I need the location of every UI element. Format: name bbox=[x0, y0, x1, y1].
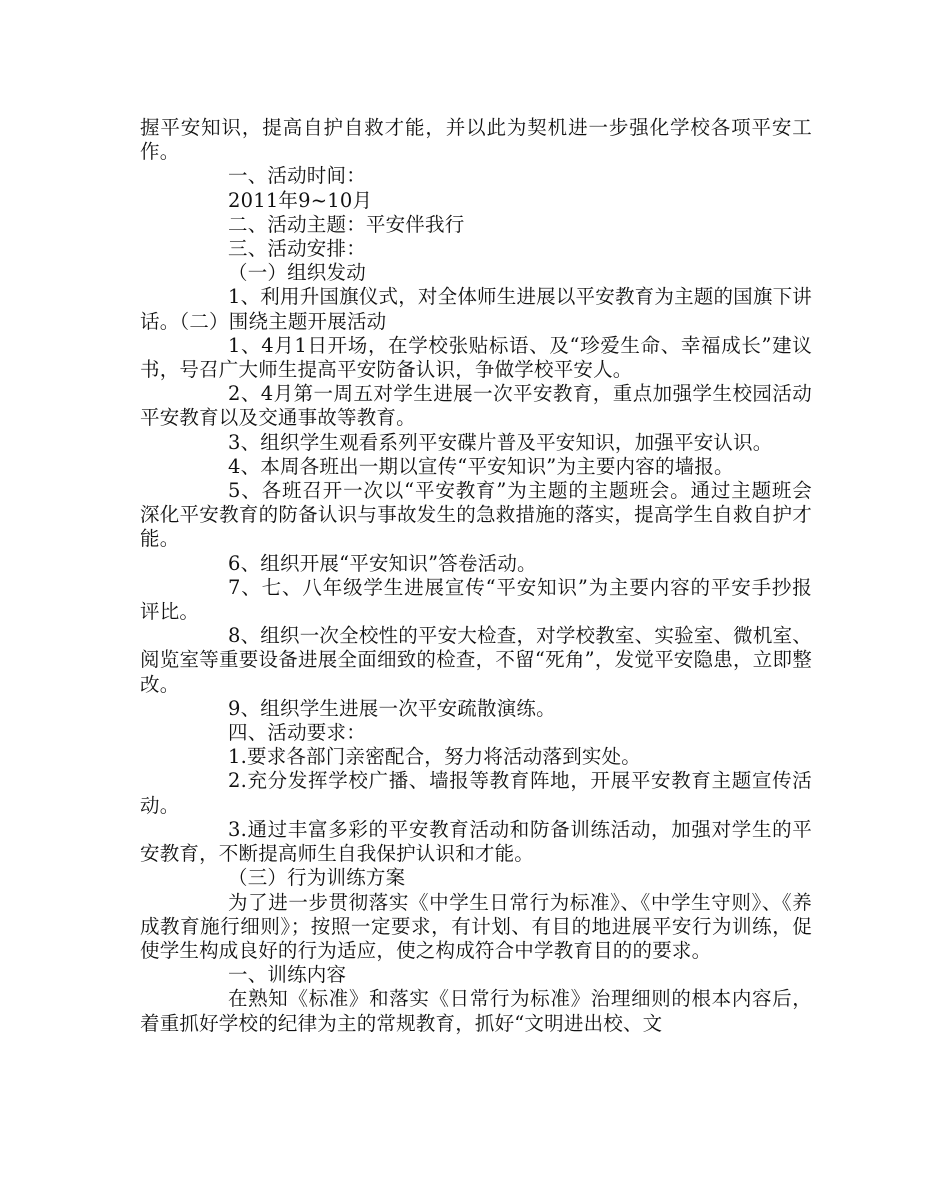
paragraph: 一、训练内容 bbox=[228, 963, 347, 987]
paragraph: 四、活动要求： bbox=[228, 721, 366, 745]
paragraph: 1.要求各部门亲密配合，努力将活动落到实处。 bbox=[228, 745, 642, 769]
paragraph: 3、组织学生观看系列平安碟片普及平安知识，加强平安认识。 bbox=[228, 430, 773, 454]
paragraph: 8、组织一次全校性的平安大检查，对学校教室、实验室、微机室、阅览室等重要设备进展全面细致的检查，不留“死角”，发觉平安隐患，立即整改。 bbox=[140, 624, 812, 696]
paragraph: 二、活动主题：平安伴我行 bbox=[228, 212, 465, 236]
paragraph: 2.充分发挥学校广播、墙报等教育阵地，开展平安教育主题宣传活动。 bbox=[140, 769, 812, 817]
paragraph: 三、活动安排： bbox=[228, 237, 366, 261]
paragraph: 4、本周各班出一期以宣传“平安知识”为主要内容的墙报。 bbox=[228, 454, 734, 478]
paragraph: 为了进一步贯彻落实《中学生日常行为标准》、《中学生守则》、《养成教育施行细则》；按照一定要求，有计划、有目的地进展平安行为训练，促使学生构成良好的行为适应，使之构成符合中学教育目的的要求。 bbox=[140, 890, 812, 962]
paragraph: 2011年9~10月 bbox=[228, 188, 373, 212]
paragraph: 握平安知识，提高自护自救才能，并以此为契机进一步强化学校各项平安工作。 bbox=[140, 116, 812, 164]
paragraph: （三）行为训练方案 bbox=[228, 866, 406, 890]
paragraph: 9、组织学生进展一次平安疏散演练。 bbox=[228, 696, 556, 720]
document-page bbox=[140, 116, 812, 1036]
paragraph: 3.通过丰富多彩的平安教育活动和防备训练活动，加强对学生的平安教育，不断提高师生自我保护认识和才能。 bbox=[140, 817, 812, 866]
paragraph: 1、4月1日开场，在学校张贴标语、及“珍爱生命、幸福成长”建议书，号召广大师生提高平安防备认识，争做学校平安人。 bbox=[140, 333, 812, 382]
paragraph: 7、七、八年级学生进展宣传“平安知识”为主要内容的平安手抄报评比。 bbox=[140, 575, 812, 624]
paragraph: 1、利用升国旗仪式，对全体师生进展以平安教育为主题的国旗下讲话。（二）围绕主题开展活动 bbox=[140, 285, 812, 333]
paragraph: 5、各班召开一次以“平安教育”为主题的主题班会。通过主题班会深化平安教育的防备认识与事故发生的急救措施的落实，提高学生自救自护才能。 bbox=[140, 479, 812, 551]
paragraph: 6、组织开展“平安知识”答卷活动。 bbox=[228, 551, 537, 575]
paragraph: 在熟知《标准》和落实《日常行为标准》治理细则的根本内容后，着重抓好学校的纪律为主的常规教育，抓好“文明进出校、文 bbox=[140, 987, 812, 1035]
paragraph: 2、4月第一周五对学生进展一次平安教育，重点加强学生校园活动平安教育以及交通事故等教育。 bbox=[140, 382, 812, 430]
paragraph: （一）组织发动 bbox=[228, 261, 366, 285]
paragraph: 一、活动时间： bbox=[228, 164, 366, 188]
